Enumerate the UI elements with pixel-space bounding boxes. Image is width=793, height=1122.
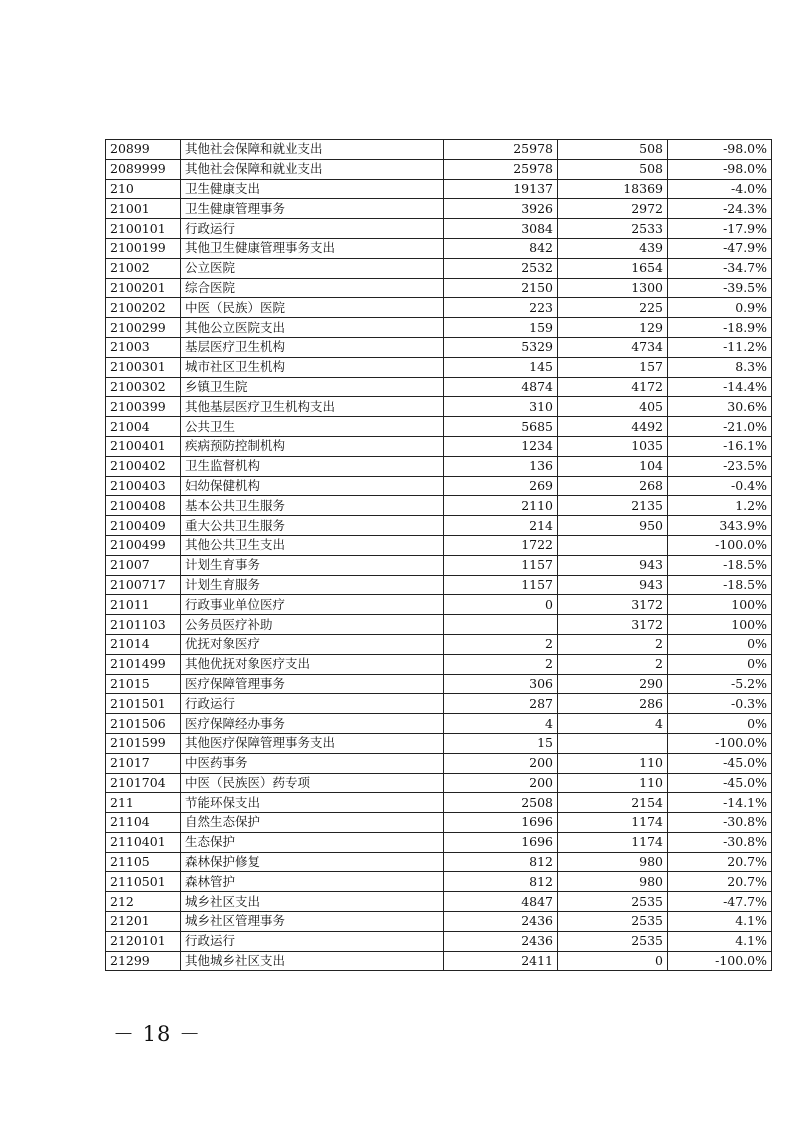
prior-year-amount-cell: 2110 — [444, 496, 558, 516]
change-percent-cell: -18.9% — [668, 318, 772, 338]
prior-year-amount-cell: 1696 — [444, 832, 558, 852]
subject-name-cell: 乡镇卫生院 — [181, 377, 444, 397]
change-percent-cell: 0% — [668, 714, 772, 734]
table-row — [106, 555, 772, 575]
subject-code-cell: 2100403 — [106, 476, 181, 496]
subject-name-cell: 其他卫生健康管理事务支出 — [181, 238, 444, 258]
subject-name-cell: 公立医院 — [181, 258, 444, 278]
current-year-amount-cell: 0 — [558, 951, 668, 971]
subject-code-cell: 2100408 — [106, 496, 181, 516]
current-year-amount-cell: 439 — [558, 238, 668, 258]
table-body — [106, 140, 772, 971]
change-percent-cell: 100% — [668, 595, 772, 615]
table-row — [106, 634, 772, 654]
subject-code-cell: 2101599 — [106, 733, 181, 753]
change-percent-cell: -14.4% — [668, 377, 772, 397]
change-percent-cell: -14.1% — [668, 793, 772, 813]
prior-year-amount-cell: 200 — [444, 773, 558, 793]
current-year-amount-cell: 1035 — [558, 436, 668, 456]
change-percent-cell: -16.1% — [668, 436, 772, 456]
current-year-amount-cell: 508 — [558, 140, 668, 160]
page-number: － 18 － — [113, 1022, 202, 1046]
current-year-amount-cell: 2533 — [558, 219, 668, 239]
change-percent-cell: -4.0% — [668, 179, 772, 199]
subject-code-cell: 2100302 — [106, 377, 181, 397]
current-year-amount-cell: 980 — [558, 872, 668, 892]
table-row — [106, 595, 772, 615]
subject-code-cell: 21017 — [106, 753, 181, 773]
table-row — [106, 714, 772, 734]
current-year-amount-cell: 290 — [558, 674, 668, 694]
subject-name-cell: 节能环保支出 — [181, 793, 444, 813]
change-percent-cell: -21.0% — [668, 417, 772, 437]
prior-year-amount-cell: 145 — [444, 357, 558, 377]
change-percent-cell: 0.9% — [668, 298, 772, 318]
subject-code-cell: 21002 — [106, 258, 181, 278]
subject-name-cell: 其他医疗保障管理事务支出 — [181, 733, 444, 753]
prior-year-amount-cell: 2532 — [444, 258, 558, 278]
change-percent-cell: -24.3% — [668, 199, 772, 219]
table-row — [106, 575, 772, 595]
prior-year-amount-cell: 4847 — [444, 892, 558, 912]
prior-year-amount-cell: 1157 — [444, 575, 558, 595]
change-percent-cell: -18.5% — [668, 555, 772, 575]
current-year-amount-cell: 4 — [558, 714, 668, 734]
change-percent-cell: 30.6% — [668, 397, 772, 417]
budget-expenditure-table — [105, 139, 772, 971]
table-row — [106, 951, 772, 971]
prior-year-amount-cell: 5329 — [444, 337, 558, 357]
prior-year-amount-cell: 15 — [444, 733, 558, 753]
table-row — [106, 753, 772, 773]
subject-name-cell: 疾病预防控制机构 — [181, 436, 444, 456]
current-year-amount-cell: 2972 — [558, 199, 668, 219]
subject-name-cell: 森林保护修复 — [181, 852, 444, 872]
change-percent-cell: -0.3% — [668, 694, 772, 714]
table-row — [106, 654, 772, 674]
change-percent-cell: -17.9% — [668, 219, 772, 239]
subject-code-cell: 2101506 — [106, 714, 181, 734]
subject-code-cell: 21003 — [106, 337, 181, 357]
subject-name-cell: 城乡社区管理事务 — [181, 912, 444, 932]
current-year-amount-cell: 4172 — [558, 377, 668, 397]
prior-year-amount-cell: 5685 — [444, 417, 558, 437]
prior-year-amount-cell: 2411 — [444, 951, 558, 971]
table-row — [106, 912, 772, 932]
current-year-amount-cell: 943 — [558, 575, 668, 595]
subject-code-cell: 2110501 — [106, 872, 181, 892]
subject-name-cell: 医疗保障经办事务 — [181, 714, 444, 734]
current-year-amount-cell: 18369 — [558, 179, 668, 199]
prior-year-amount-cell: 842 — [444, 238, 558, 258]
prior-year-amount-cell: 306 — [444, 674, 558, 694]
subject-name-cell: 卫生健康支出 — [181, 179, 444, 199]
subject-name-cell: 其他公立医院支出 — [181, 318, 444, 338]
prior-year-amount-cell: 2 — [444, 634, 558, 654]
table-row — [106, 258, 772, 278]
subject-name-cell: 公共卫生 — [181, 417, 444, 437]
table-row — [106, 436, 772, 456]
change-percent-cell: -47.7% — [668, 892, 772, 912]
current-year-amount-cell: 1174 — [558, 813, 668, 833]
table-row — [106, 357, 772, 377]
change-percent-cell: -100.0% — [668, 535, 772, 555]
prior-year-amount-cell: 25978 — [444, 140, 558, 160]
current-year-amount-cell: 2535 — [558, 912, 668, 932]
subject-name-cell: 其他社会保障和就业支出 — [181, 159, 444, 179]
subject-name-cell: 卫生健康管理事务 — [181, 199, 444, 219]
current-year-amount-cell: 286 — [558, 694, 668, 714]
change-percent-cell: -18.5% — [668, 575, 772, 595]
subject-code-cell: 212 — [106, 892, 181, 912]
subject-name-cell: 基层医疗卫生机构 — [181, 337, 444, 357]
table-row — [106, 813, 772, 833]
table-row — [106, 694, 772, 714]
table-row — [106, 535, 772, 555]
change-percent-cell: -34.7% — [668, 258, 772, 278]
prior-year-amount-cell: 136 — [444, 456, 558, 476]
prior-year-amount-cell: 812 — [444, 872, 558, 892]
table-row — [106, 238, 772, 258]
table-row — [106, 852, 772, 872]
table-row — [106, 832, 772, 852]
prior-year-amount-cell: 223 — [444, 298, 558, 318]
table-row — [106, 773, 772, 793]
table-row — [106, 199, 772, 219]
change-percent-cell: -47.9% — [668, 238, 772, 258]
subject-code-cell: 2100202 — [106, 298, 181, 318]
prior-year-amount-cell: 269 — [444, 476, 558, 496]
prior-year-amount-cell: 19137 — [444, 179, 558, 199]
change-percent-cell: -100.0% — [668, 951, 772, 971]
change-percent-cell: 0% — [668, 654, 772, 674]
table-row — [106, 674, 772, 694]
current-year-amount-cell: 2 — [558, 654, 668, 674]
change-percent-cell: 4.1% — [668, 912, 772, 932]
subject-code-cell: 2101103 — [106, 615, 181, 635]
subject-name-cell: 行政运行 — [181, 694, 444, 714]
current-year-amount-cell: 2535 — [558, 931, 668, 951]
change-percent-cell: -0.4% — [668, 476, 772, 496]
current-year-amount-cell: 3172 — [558, 615, 668, 635]
current-year-amount-cell: 1654 — [558, 258, 668, 278]
table-row — [106, 496, 772, 516]
prior-year-amount-cell: 159 — [444, 318, 558, 338]
change-percent-cell: 1.2% — [668, 496, 772, 516]
current-year-amount-cell: 1300 — [558, 278, 668, 298]
subject-name-cell: 生态保护 — [181, 832, 444, 852]
subject-code-cell: 2101501 — [106, 694, 181, 714]
subject-name-cell: 其他优抚对象医疗支出 — [181, 654, 444, 674]
change-percent-cell: -39.5% — [668, 278, 772, 298]
current-year-amount-cell: 943 — [558, 555, 668, 575]
subject-name-cell: 行政事业单位医疗 — [181, 595, 444, 615]
prior-year-amount-cell: 4 — [444, 714, 558, 734]
prior-year-amount-cell: 3084 — [444, 219, 558, 239]
table-row — [106, 417, 772, 437]
change-percent-cell: -100.0% — [668, 733, 772, 753]
change-percent-cell: -45.0% — [668, 753, 772, 773]
table-row — [106, 931, 772, 951]
prior-year-amount-cell: 214 — [444, 516, 558, 536]
table-row — [106, 733, 772, 753]
prior-year-amount-cell: 2436 — [444, 912, 558, 932]
current-year-amount-cell: 950 — [558, 516, 668, 536]
subject-code-cell: 2100299 — [106, 318, 181, 338]
change-percent-cell: 20.7% — [668, 852, 772, 872]
subject-code-cell: 2100402 — [106, 456, 181, 476]
table-row — [106, 516, 772, 536]
current-year-amount-cell: 2 — [558, 634, 668, 654]
subject-name-cell: 其他社会保障和就业支出 — [181, 140, 444, 160]
prior-year-amount-cell: 2508 — [444, 793, 558, 813]
table-row — [106, 615, 772, 635]
current-year-amount-cell: 4492 — [558, 417, 668, 437]
prior-year-amount-cell: 200 — [444, 753, 558, 773]
current-year-amount-cell: 110 — [558, 753, 668, 773]
subject-code-cell: 210 — [106, 179, 181, 199]
subject-code-cell: 2100499 — [106, 535, 181, 555]
table-row — [106, 476, 772, 496]
change-percent-cell: -23.5% — [668, 456, 772, 476]
subject-name-cell: 优抚对象医疗 — [181, 634, 444, 654]
prior-year-amount-cell: 4874 — [444, 377, 558, 397]
subject-code-cell: 21014 — [106, 634, 181, 654]
change-percent-cell: 343.9% — [668, 516, 772, 536]
subject-code-cell: 2100399 — [106, 397, 181, 417]
current-year-amount-cell: 104 — [558, 456, 668, 476]
subject-code-cell: 2089999 — [106, 159, 181, 179]
subject-name-cell: 计划生育服务 — [181, 575, 444, 595]
subject-code-cell: 21299 — [106, 951, 181, 971]
subject-name-cell: 城市社区卫生机构 — [181, 357, 444, 377]
current-year-amount-cell: 129 — [558, 318, 668, 338]
subject-name-cell: 医疗保障管理事务 — [181, 674, 444, 694]
prior-year-amount-cell: 1157 — [444, 555, 558, 575]
subject-code-cell: 21011 — [106, 595, 181, 615]
subject-name-cell: 中医（民族医）药专项 — [181, 773, 444, 793]
prior-year-amount-cell: 287 — [444, 694, 558, 714]
subject-name-cell: 城乡社区支出 — [181, 892, 444, 912]
current-year-amount-cell: 508 — [558, 159, 668, 179]
subject-code-cell: 2100717 — [106, 575, 181, 595]
subject-code-cell: 2100401 — [106, 436, 181, 456]
table-row — [106, 793, 772, 813]
current-year-amount-cell: 2535 — [558, 892, 668, 912]
subject-code-cell: 2110401 — [106, 832, 181, 852]
change-percent-cell: 100% — [668, 615, 772, 635]
table-row — [106, 872, 772, 892]
change-percent-cell: -30.8% — [668, 813, 772, 833]
subject-name-cell: 基本公共卫生服务 — [181, 496, 444, 516]
prior-year-amount-cell: 2 — [444, 654, 558, 674]
subject-code-cell: 21007 — [106, 555, 181, 575]
prior-year-amount-cell: 0 — [444, 595, 558, 615]
subject-code-cell: 211 — [106, 793, 181, 813]
table-row — [106, 397, 772, 417]
table-row — [106, 456, 772, 476]
subject-code-cell: 2101499 — [106, 654, 181, 674]
current-year-amount-cell: 2154 — [558, 793, 668, 813]
current-year-amount-cell: 4734 — [558, 337, 668, 357]
prior-year-amount-cell: 812 — [444, 852, 558, 872]
change-percent-cell: -45.0% — [668, 773, 772, 793]
table-row — [106, 318, 772, 338]
subject-name-cell: 其他基层医疗卫生机构支出 — [181, 397, 444, 417]
prior-year-amount-cell: 1696 — [444, 813, 558, 833]
subject-name-cell: 中医药事务 — [181, 753, 444, 773]
subject-name-cell: 自然生态保护 — [181, 813, 444, 833]
subject-code-cell: 21015 — [106, 674, 181, 694]
subject-name-cell: 其他城乡社区支出 — [181, 951, 444, 971]
subject-code-cell: 2100201 — [106, 278, 181, 298]
subject-code-cell: 21104 — [106, 813, 181, 833]
subject-name-cell: 森林管护 — [181, 872, 444, 892]
subject-code-cell: 2100101 — [106, 219, 181, 239]
change-percent-cell: -98.0% — [668, 159, 772, 179]
table-row — [106, 219, 772, 239]
subject-name-cell: 卫生监督机构 — [181, 456, 444, 476]
subject-code-cell: 21004 — [106, 417, 181, 437]
subject-code-cell: 21001 — [106, 199, 181, 219]
change-percent-cell: -98.0% — [668, 140, 772, 160]
prior-year-amount-cell: 3926 — [444, 199, 558, 219]
subject-code-cell: 2100409 — [106, 516, 181, 536]
subject-code-cell: 21105 — [106, 852, 181, 872]
prior-year-amount-cell: 2436 — [444, 931, 558, 951]
current-year-amount-cell — [558, 733, 668, 753]
current-year-amount-cell: 3172 — [558, 595, 668, 615]
subject-name-cell: 公务员医疗补助 — [181, 615, 444, 635]
subject-code-cell: 2120101 — [106, 931, 181, 951]
prior-year-amount-cell — [444, 615, 558, 635]
current-year-amount-cell: 268 — [558, 476, 668, 496]
current-year-amount-cell: 157 — [558, 357, 668, 377]
change-percent-cell: 20.7% — [668, 872, 772, 892]
subject-name-cell: 综合医院 — [181, 278, 444, 298]
subject-code-cell: 2100199 — [106, 238, 181, 258]
subject-code-cell: 2101704 — [106, 773, 181, 793]
subject-name-cell: 重大公共卫生服务 — [181, 516, 444, 536]
current-year-amount-cell: 2135 — [558, 496, 668, 516]
prior-year-amount-cell: 2150 — [444, 278, 558, 298]
current-year-amount-cell: 1174 — [558, 832, 668, 852]
table-row — [106, 892, 772, 912]
subject-name-cell: 中医（民族）医院 — [181, 298, 444, 318]
subject-code-cell: 21201 — [106, 912, 181, 932]
table-row — [106, 278, 772, 298]
subject-name-cell: 其他公共卫生支出 — [181, 535, 444, 555]
current-year-amount-cell: 980 — [558, 852, 668, 872]
prior-year-amount-cell: 310 — [444, 397, 558, 417]
subject-name-cell: 行政运行 — [181, 931, 444, 951]
change-percent-cell: 4.1% — [668, 931, 772, 951]
table-row — [106, 298, 772, 318]
subject-code-cell: 20899 — [106, 140, 181, 160]
change-percent-cell: 8.3% — [668, 357, 772, 377]
current-year-amount-cell — [558, 535, 668, 555]
change-percent-cell: -30.8% — [668, 832, 772, 852]
subject-name-cell: 妇幼保健机构 — [181, 476, 444, 496]
table-row — [106, 159, 772, 179]
table-row — [106, 337, 772, 357]
current-year-amount-cell: 110 — [558, 773, 668, 793]
subject-code-cell: 2100301 — [106, 357, 181, 377]
table-row — [106, 179, 772, 199]
subject-name-cell: 行政运行 — [181, 219, 444, 239]
prior-year-amount-cell: 25978 — [444, 159, 558, 179]
change-percent-cell: -11.2% — [668, 337, 772, 357]
subject-name-cell: 计划生育事务 — [181, 555, 444, 575]
prior-year-amount-cell: 1234 — [444, 436, 558, 456]
change-percent-cell: 0% — [668, 634, 772, 654]
current-year-amount-cell: 225 — [558, 298, 668, 318]
change-percent-cell: -5.2% — [668, 674, 772, 694]
table-row — [106, 140, 772, 160]
current-year-amount-cell: 405 — [558, 397, 668, 417]
table-row — [106, 377, 772, 397]
prior-year-amount-cell: 1722 — [444, 535, 558, 555]
